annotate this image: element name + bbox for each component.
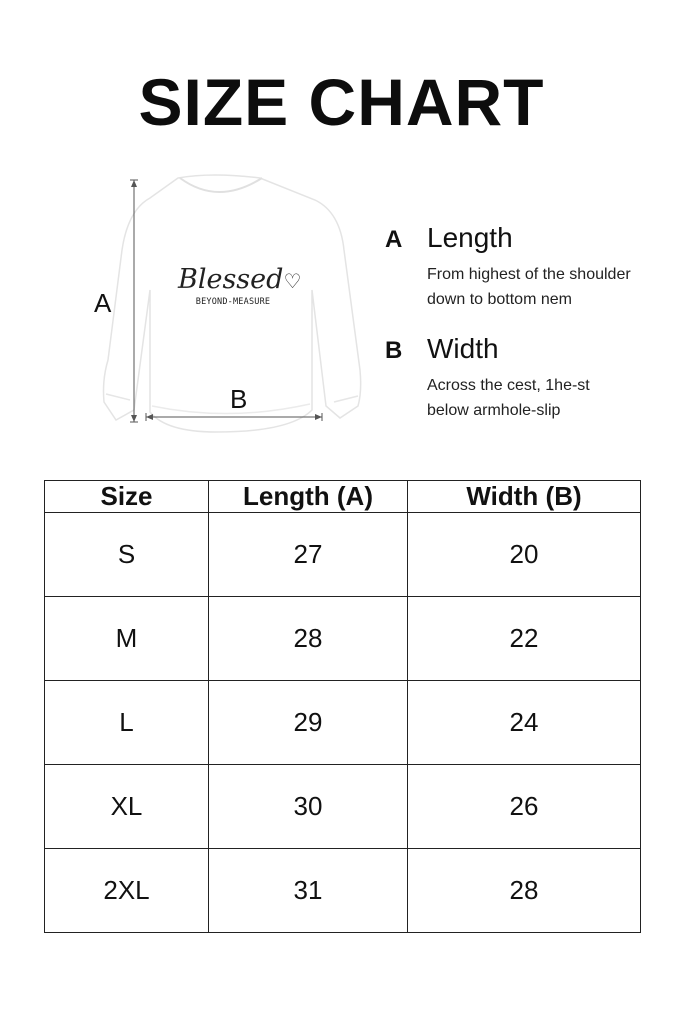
legend-width <box>385 333 683 423</box>
cell-size: XL <box>45 765 209 849</box>
cell-width: 28 <box>408 849 641 933</box>
legend-length <box>385 222 683 312</box>
cell-length: 28 <box>209 597 408 681</box>
cell-size: S <box>45 513 209 597</box>
dimension-label-b: B <box>230 384 248 414</box>
cell-length: 30 <box>209 765 408 849</box>
table-row <box>45 513 641 597</box>
legend-name: Length <box>427 222 513 253</box>
cell-width: 26 <box>408 765 641 849</box>
cell-size: L <box>45 681 209 765</box>
legend-key: B <box>385 337 403 364</box>
dimension-label-a: A <box>94 288 112 318</box>
cell-length: 31 <box>209 849 408 933</box>
cell-width: 24 <box>408 681 641 765</box>
header-size: Size <box>45 481 209 513</box>
table-header-row <box>45 481 641 513</box>
print-script-text: Blessed <box>178 264 284 295</box>
size-table <box>44 480 641 933</box>
print-subtext: BEYOND-MEASURE <box>195 297 271 307</box>
cell-width: 22 <box>408 597 641 681</box>
legend-desc-line: From highest of the shoulder <box>427 266 631 283</box>
header-width: Width (B) <box>408 481 641 513</box>
table-row <box>45 597 641 681</box>
shirt-print <box>178 264 302 307</box>
legend-desc-line: down to bottom nem <box>427 291 572 308</box>
cell-size: 2XL <box>45 849 209 933</box>
page-title: SIZE CHART <box>138 65 545 139</box>
legend-desc-line: Across the cest, 1he-st <box>427 377 590 394</box>
cell-length: 27 <box>209 513 408 597</box>
cell-size: M <box>45 597 209 681</box>
table-row <box>45 849 641 933</box>
cell-width: 20 <box>408 513 641 597</box>
table-row <box>45 681 641 765</box>
legend-key: A <box>385 226 403 253</box>
legend-desc-line: below armhole-slip <box>427 402 561 419</box>
sweatshirt-diagram <box>90 170 380 440</box>
header-length: Length (A) <box>209 481 408 513</box>
table-row <box>45 765 641 849</box>
cell-length: 29 <box>209 681 408 765</box>
legend-name: Width <box>427 333 499 364</box>
heart-outline-icon: ♡ <box>283 269 302 293</box>
